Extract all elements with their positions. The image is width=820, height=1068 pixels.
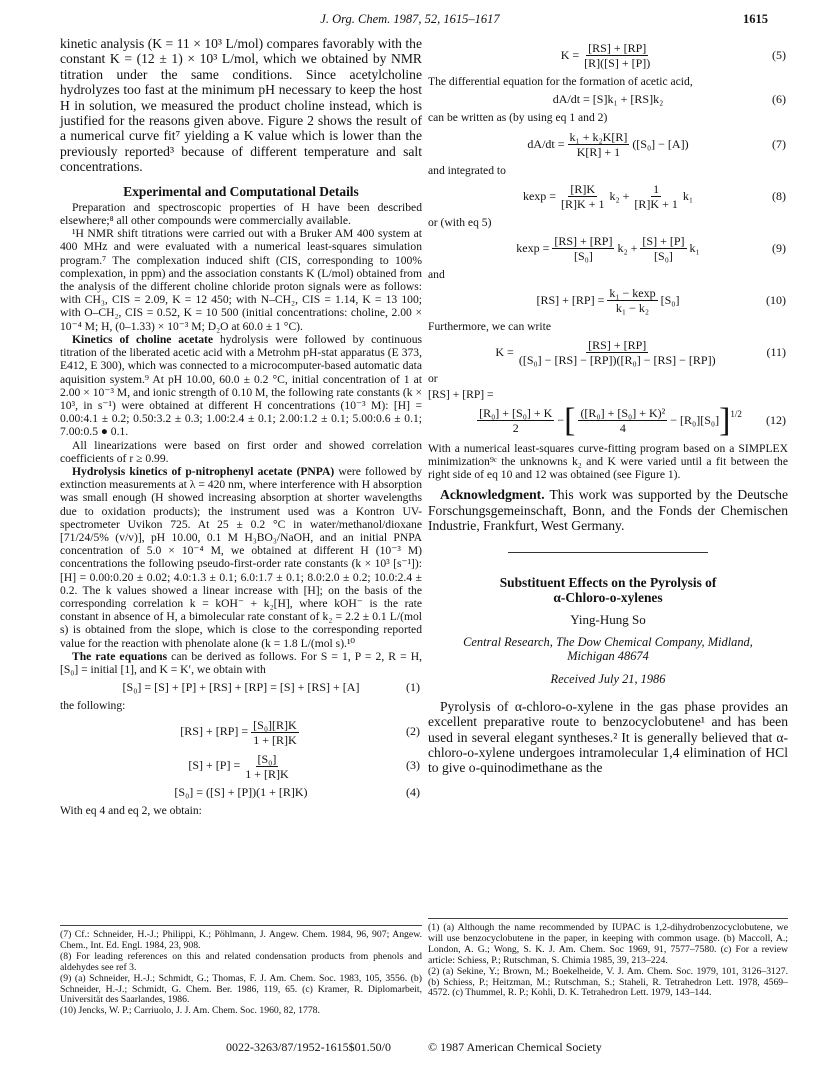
ack-text: This work was supported by the Deutsche Forschungsgemeinschaft, Bonn, and the Fonds der Chemischen Industrie, Frankfurt, West Germany.: [428, 487, 788, 534]
eq9-lhs: kexp =: [516, 240, 550, 255]
copyright: © 1987 American Chemical Society: [428, 1040, 602, 1054]
eq9-end: k₁: [689, 240, 700, 255]
equation-8: [428, 182, 788, 211]
equation-6: [428, 93, 788, 106]
eq8-numerator-2: 1: [653, 181, 660, 196]
eq12-numerator-1: [R₀] + [S₀] + K: [479, 406, 553, 421]
integrated-text: and integrated to: [428, 163, 506, 177]
paragraph-preparation: Preparation and spectroscopic properties of H have been described elsewhere;⁸ all other compounds were commercially available.: [60, 200, 422, 228]
eq3-lhs: [S] + [P] =: [188, 758, 241, 773]
footnote-9: (9) (a) Schneider, H.-J.; Schmidt, G.; Thomas, F. J. Am. Chem. Soc. 1983, 105, 3556. (b) Schneider, H.-J.; Schmidt, G. Chem. Ber. 1986, 119, 65. (c) Kramer, R. Diplomarbeit, Universität des Saarlandes, 1986.: [60, 972, 422, 1006]
eq12-tail: − [R₀][S₀]: [670, 413, 720, 428]
eq8-denominator-1: [R]K + 1: [561, 196, 605, 211]
article-title-line-1: Substituent Effects on the Pyrolysis of: [499, 574, 717, 590]
with-eq-text: With eq 4 and eq 2, we obtain:: [60, 803, 202, 817]
eq9-denominator-2: [S₀]: [654, 249, 673, 264]
eq8-number: (8): [772, 188, 786, 203]
footnote-8: (8) For leading references on this and related condensation products from phenols and aldehydes see ref 3.: [60, 950, 422, 973]
issn-code: 0022-3263/87/1952-1615$01.50/0: [226, 1040, 391, 1054]
eq8-middle: k₂ +: [609, 188, 630, 203]
right-footnotes: [428, 918, 788, 999]
footnote-7: (7) Cf.: Schneider, H.-J.; Philippi, K.; Pöhlmann, J. Angew. Chem. 1984, 96, 907; Angew. Chem., Int. Ed. Engl. 1984, 23, 908.: [60, 929, 422, 951]
author: Ying-Hung So: [570, 612, 646, 628]
can-be-written-text: can be written as (by using eq 1 and 2): [428, 111, 608, 125]
eq3-denominator: 1 + [R]K: [245, 766, 289, 781]
footnote-1: (1) (a) Although the name recommended by IUPAC is 1,2-dihydrobenzocyclobutene, we will use benzocyclobutene in the paper, in keeping with common usage. (b) Maccoll, A.; London, A. G.; Wong, S. K. J. Am. Chem. Soc 1969, 91, 7577–7580. (c) For a review article: Schiess, P.; Rutschman, S. Chimia 1985, 39, 213–224.: [428, 922, 788, 966]
eq10-end: [S₀]: [660, 293, 680, 308]
eq8-lhs: kexp =: [522, 188, 557, 203]
equation-10: [428, 286, 788, 315]
page-number: 1615: [743, 12, 768, 26]
simplex-paragraph: With a numerical least-squares curve-fitting program based on a SIMPLEX minimization⁹ᶜ the unknowns k₂ and K were varied until a fit between the right side of eq 10 and 12 was obtained (see Figure 1).: [428, 441, 788, 482]
intro-paragraph: kinetic analysis (K = 11 × 10³ L/mol) compares favorably with the constant K = (12 ± 1) × 10³ L/mol, which we obtained by NMR titration under the same conditions. Since acetylcholine hydrolyzes too fast at the minimum pH necessary to keep the host H in solution, we measured the product choline instead, which is justified for the reasons given above. Figure 2 shows the result of a numerical curve fit⁷ yielding a K value which is lower than the previously reported³ because of different temperature and salt concentrations.: [60, 36, 422, 175]
eq4-body: [S₀] = ([S] + [P])(1 + [R]K): [174, 784, 308, 799]
eq9-numerator-1: [RS] + [RP]: [554, 234, 613, 249]
eq1-body: [S₀] = [S] + [P] + [RS] + [RP] = [S] + [RS] + [A]: [122, 680, 360, 695]
eq12-power: 1/2: [730, 408, 742, 419]
left-footnotes: [60, 925, 422, 1017]
eq2-lhs: [RS] + [RP] =: [180, 724, 249, 739]
equation-12: [428, 401, 788, 439]
affiliation-line-1: Central Research, The Dow Chemical Company, Midland,: [463, 634, 753, 649]
eq9-number: (9): [772, 240, 786, 255]
article-title-line-2: α-Chloro-o-xylenes: [553, 590, 663, 606]
eq8-fraction-1: [559, 182, 606, 211]
eq10-numerator: k₁ − kexp: [609, 286, 656, 301]
eq3-fraction: [243, 752, 290, 781]
acknowledgment: [428, 487, 788, 533]
eq9-numerator-2: [S] + [P]: [642, 234, 685, 249]
journal-citation: J. Org. Chem. 1987, 52, 1615–1617: [320, 12, 500, 26]
equation-7: [428, 130, 788, 159]
eq8-denominator-2: [R]K + 1: [634, 196, 678, 211]
eq4-number: (4): [406, 784, 420, 799]
footnote-10: (10) Jencks, W. P.; Carriuolo, J. J. Am. Chem. Soc. 1960, 82, 1778.: [60, 1005, 320, 1017]
eq5-number: (5): [772, 47, 786, 62]
running-header: [0, 12, 820, 30]
differential-text: The differential equation for the formation of acetic acid,: [428, 75, 693, 88]
eq2-numerator: [S₀][R]K: [253, 717, 297, 732]
eq7-fraction: [568, 130, 630, 159]
runin-rate: The rate equations: [72, 649, 168, 663]
paragraph-nmr: ¹H NMR shift titrations were carried out with a Bruker AM 400 system at 400 MHz and were evaluated with a numerical least-squares simulation program.⁷ The complexation induced shift (CIS, corresponding to 100% complexation, in ppm) and the association constants K (L/mol) obtained from the analysis of the different choline chloride proton signals were as follows: with CH₃, CIS = 2.09, K = 12 450; with N–CH₂, CIS = 1.14, K = 13 100; with O–CH₂, CIS = 0.52, K = 10 500 (initial concentrations: choline, 2.00 × 10⁻⁴ M; H, (0–1.33) × 10⁻³ M; D₂O at 60.0 ± 1 °C).: [60, 227, 422, 333]
equation-1: [60, 681, 422, 694]
eq6-body: dA/dt = [S]k₁ + [RS]k₂: [552, 92, 664, 107]
eq12-denominator-2: 4: [619, 421, 626, 436]
eq9-fraction-2: [640, 234, 686, 263]
eq10-fraction: [607, 286, 657, 315]
pnpa-text: were followed by extinction measurements at λ = 420 nm, where interference with H absorption was small enough (H showed increasing absorption at shorter wavelengths due to oxidation products); the instrument used was a Kontron UV-spectrometer Uvikon 725. At 25 ± 0.2 °C in water/methanol/dioxane [71/24/5% (v/v)], pH 10.00, 0.1 M H₃BO₃/NaOH, and an initial PNPA concentration of 5.0 × 10⁻⁴ M, we obtained at different H (10⁻³ M) concentrations the following pseudo-first-order rate constants (k × 10³ [s⁻¹]): [H] = 0.00:0.20 ± 0.02; 4.0:1.3 ± 0.1; 6.0:1.7 ± 0.1; 8.0:2.0 ± 0.2; 10.0:2.4 ± 0.2. The k values showed a linear increase with [H]; on the basis of the corresponding correlation k = kOH⁻ + k₂[H], where kOH⁻ is the rate constant in absence of H, a bimolecular rate constant of k₂ = 2.2 ± 0.1 L/(mol s) is obtained from the slope, which is close to the corresponding reported value for the reaction with phenolate alone (k = 1.8 L/(mol s).¹⁰: [60, 464, 422, 650]
eq2-denominator: 1 + [R]K: [253, 732, 297, 747]
paragraph-pnpa: [60, 465, 422, 650]
equation-4: [60, 786, 422, 799]
eq3-number: (3): [406, 758, 420, 773]
article-divider: [508, 552, 708, 553]
equation-11: [428, 338, 788, 367]
rate-text: can be derived as follows. For S = 1, P = 2, R = H, [S₀] = initial [1], and K = K′, we obtain with: [60, 649, 422, 676]
paragraph-linearizations: All linearizations were based on first order and showed correlation coefficients of r ≥ 0.99.: [60, 438, 422, 465]
eq9-denominator-1: [S₀]: [573, 249, 593, 264]
section-heading: Experimental and Computational Details: [123, 183, 359, 199]
eq12-denominator-1: 2: [512, 421, 519, 436]
received-date: Received July 21, 1986: [550, 672, 666, 687]
eq2-number: (2): [406, 724, 420, 739]
or-text: or: [428, 372, 438, 386]
eq10-denominator: k₁ − k₂: [615, 301, 650, 316]
eq7-rhs: ([S₀] − [A]): [632, 136, 689, 151]
eq10-lhs: [RS] + [RP] =: [536, 293, 605, 308]
eq10-number: (10): [766, 293, 786, 308]
eq1-number: (1): [406, 680, 420, 695]
eq7-number: (7): [772, 136, 786, 151]
eq9-middle: k₂ +: [617, 240, 638, 255]
article-body: Pyrolysis of α-chloro-o-xylene in the gas phase provides an excellent preparative route to benzocyclobutene¹ and has been used in several elegant syntheses.² It is generally believed that α-chloro-o-xylene undergoes intramolecular 1,4 elimination of HCl to give o-quinodimethane as the: [428, 698, 788, 776]
runin-pnpa: Hydrolysis kinetics of p-nitrophenyl acetate (PNPA): [72, 464, 335, 478]
eq5-fraction: [582, 41, 652, 70]
left-column: [60, 36, 422, 817]
eq6-number: (6): [772, 92, 786, 107]
eq11-denominator: ([S₀] − [RS] − [RP])([R₀] − [RS] − [RP]): [518, 353, 716, 368]
the-following: the following:: [60, 699, 126, 713]
eq9-fraction-1: [552, 234, 614, 263]
paragraph-rate-equations: [60, 650, 422, 676]
eq12-lhs: [RS] + [RP] =: [428, 387, 494, 401]
ack-runin: Acknowledgment.: [440, 487, 545, 503]
eq5-denominator: [R]([S] + [P]): [584, 56, 651, 70]
eq2-fraction: [251, 718, 299, 747]
eq11-numerator: [RS] + [RP]: [588, 338, 647, 353]
eq5-numerator: [RS] + [RP]: [588, 41, 647, 55]
eq8-fraction-2: [632, 182, 679, 211]
eq11-fraction: [517, 338, 718, 367]
right-column: [428, 36, 788, 776]
eq12-minus: −: [557, 413, 565, 428]
eq11-number: (11): [766, 345, 786, 360]
eq5-lhs: K =: [560, 47, 580, 62]
paragraph-choline-kinetics: [60, 333, 422, 439]
eq8-end: k₁: [682, 188, 694, 203]
choline-text: hydrolysis were followed by continuous titration of the liberated acetic acid with a Metrohm pH-stat apparatus (E 373, E412, E 300), which was connected to a microcomputer-based automatic data aquisition system.⁹ At pH 10.00, 60.0 ± 0.2 °C, initial concentration of 1 at 2.00 × 10⁻³ M, and ionic strength of 0.10 M, the following rate constants (k × 10³, in s⁻¹) were obtained at different H concentrations (10⁻³ M): [H] = 0.00:4.1 ± 0.2; 0.50:3.2 ± 0.3; 1.00:2.4 ± 0.1; 2.00:1.2 ± 0.1; 5.00:0.6 ± 0.1; 7.00:0.5 ● 0.1.: [60, 332, 422, 439]
equation-2: [60, 718, 422, 747]
footnote-2: (2) (a) Sekine, Y.; Brown, M.; Boekelheide, V. J. Am. Chem. Soc. 1979, 101, 3126–3127. (b) Schiess, P.; Heitzman, M.; Rutschman, S.; Staheli, R. Tetrahedron Lett. 1978, 4569–4572. (c) Thummel, R. P.; Kohli, D. K. Tetrahedron Lett. 1979, 143–144.: [428, 965, 788, 999]
article-title: [428, 575, 788, 606]
eq7-lhs: dA/dt =: [527, 136, 565, 151]
furthermore-text: Furthermore, we can write: [428, 320, 551, 334]
equation-9: [428, 234, 788, 263]
and-text: and: [428, 268, 445, 282]
runin-choline: Kinetics of choline acetate: [72, 332, 214, 346]
affiliation: [428, 635, 788, 664]
eq12-number: (12): [766, 413, 786, 428]
or-with-text: or (with eq 5): [428, 215, 492, 229]
right-bracket: ]: [719, 401, 731, 439]
eq8-numerator-1: [R]K: [570, 181, 596, 196]
eq3-numerator: [S₀]: [257, 751, 277, 766]
affiliation-line-2: Michigan 48674: [567, 649, 649, 664]
eq7-numerator: k₁ + k₂K[R]: [569, 129, 628, 144]
equation-5: [428, 41, 788, 70]
eq12-numerator-2: ([R₀] + [S₀] + K)²: [580, 406, 666, 421]
equation-3: [60, 752, 422, 781]
eq11-lhs: K =: [495, 345, 514, 360]
eq12-fraction-1: [477, 406, 554, 435]
left-bracket: [: [564, 401, 576, 439]
eq12-fraction-2: [578, 406, 667, 435]
eq7-denominator: K[R] + 1: [576, 144, 621, 159]
